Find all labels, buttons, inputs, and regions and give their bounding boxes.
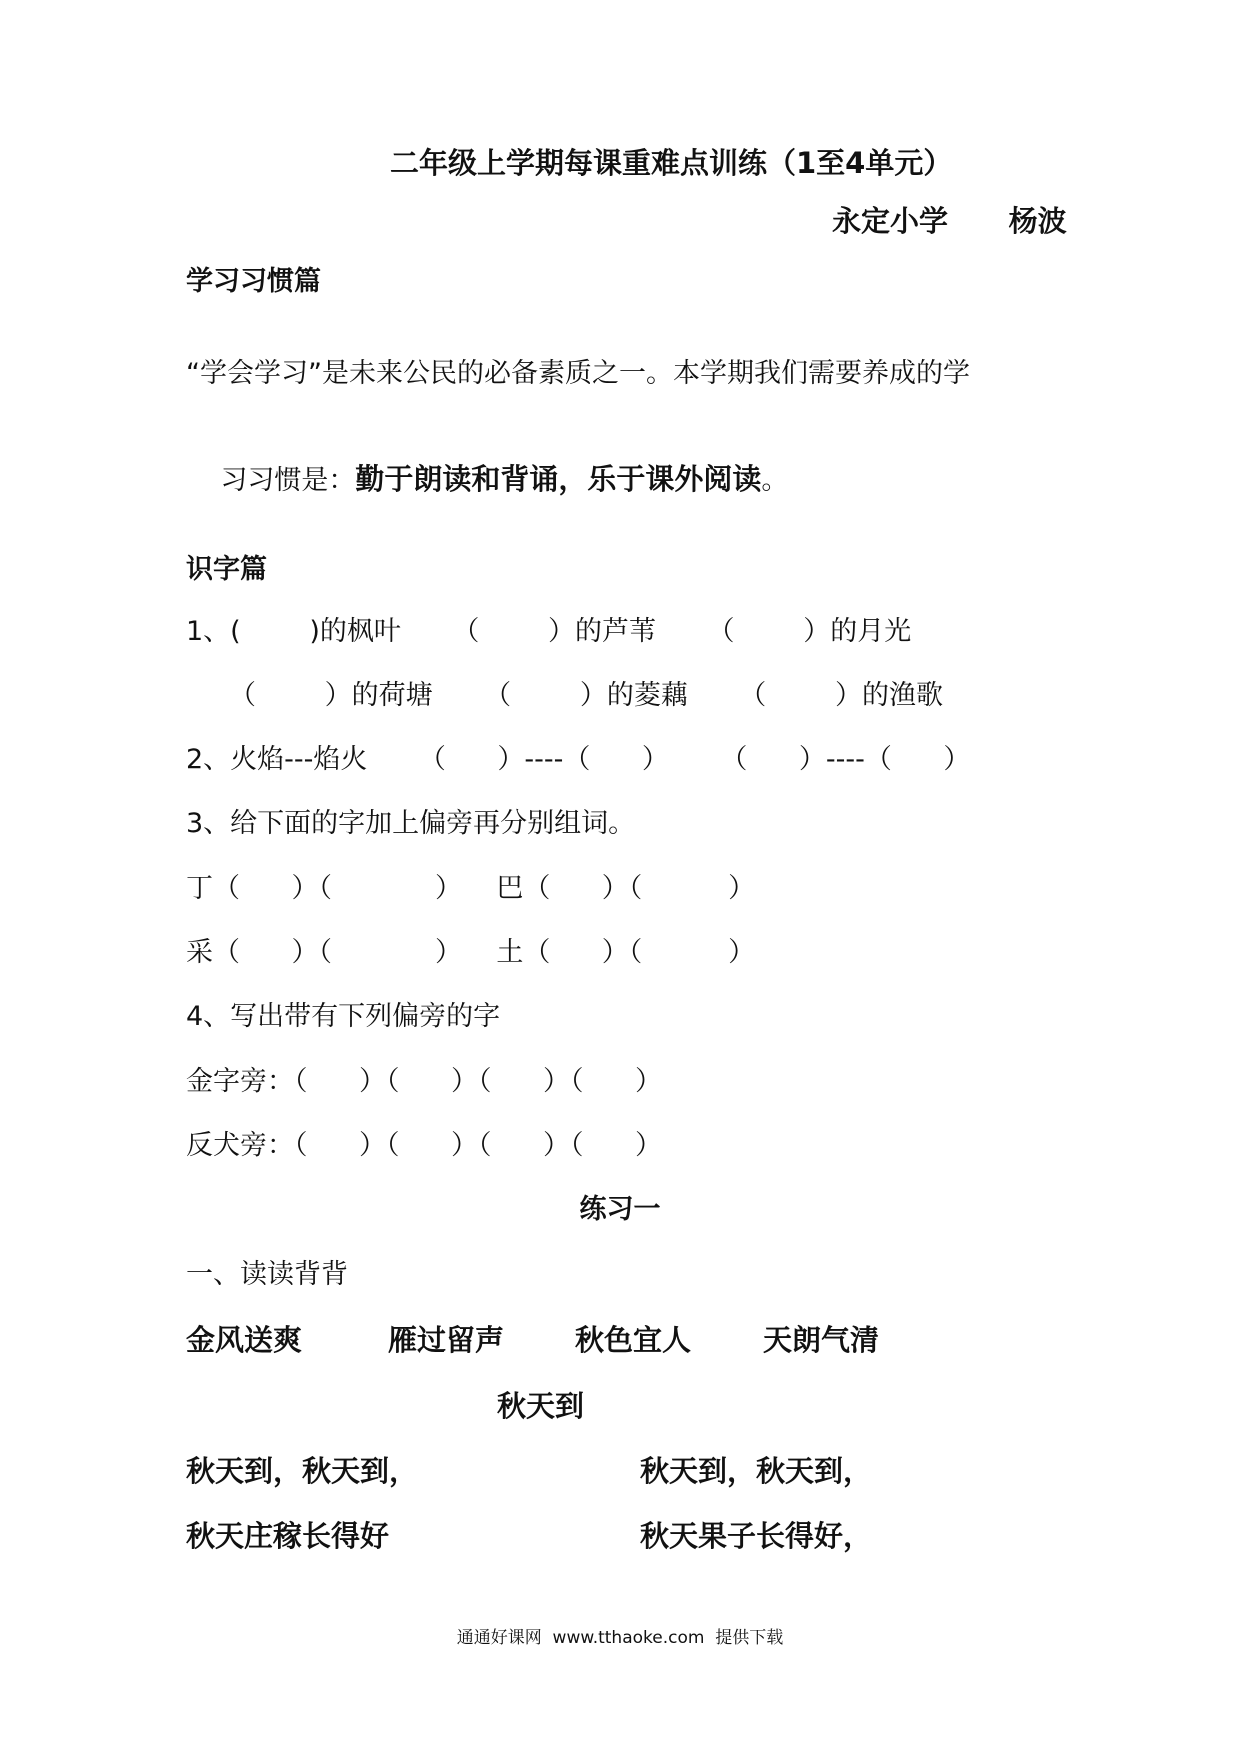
- author-line: 永定小学 杨波: [832, 204, 1067, 238]
- idiom-2: 雁过留声: [388, 1323, 505, 1357]
- question3-line1: 丁（ ）（ ） 巴（ ）（ ）: [186, 873, 756, 904]
- habits-heading: 学习习惯篇: [186, 266, 321, 297]
- question1-line2: （ ）的荷塘 （ ）的菱藕 （ ）的渔歌: [229, 680, 943, 711]
- idiom-1: 金风送爽: [186, 1323, 303, 1357]
- question4-line2: 反犬旁：（ ）（ ）（ ）（ ）: [186, 1130, 662, 1161]
- habits-paragraph-end: 。: [761, 465, 789, 496]
- practice1-section1-title: 一、读读背背: [186, 1259, 348, 1290]
- question3-line2: 采（ ）（ ） 土（ ）（ ）: [186, 937, 756, 968]
- poem-line-2-left: 秋天庄稼长得好: [186, 1519, 390, 1553]
- poem-line-1-right: 秋天到，秋天到，: [640, 1454, 873, 1488]
- page-footer: 通通好课网 www.tthaoke.com 提供下载: [456, 1628, 784, 1648]
- question3-title: 3、给下面的字加上偏旁再分别组词。: [186, 808, 636, 839]
- poem-title: 秋天到: [497, 1389, 585, 1423]
- question4-title: 4、写出带有下列偏旁的字: [186, 1001, 501, 1032]
- practice1-heading: 练习一: [579, 1194, 661, 1225]
- habits-paragraph-prefix: 习习惯是：: [220, 465, 356, 496]
- habits-key-habits: 勤于朗读和背诵，乐于课外阅读: [355, 462, 762, 496]
- idiom-3: 秋色宜人: [575, 1323, 692, 1357]
- habits-paragraph-line2: [186, 419, 788, 541]
- poem-line-1-left: 秋天到，秋天到，: [186, 1454, 419, 1488]
- literacy-heading: 识字篇: [186, 554, 267, 585]
- question2-line: 2、火焰---焰火 （ ）----（ ） （ ）----（ ）: [186, 744, 971, 775]
- document-title: 二年级上学期每课重难点训练（1至4单元）: [390, 146, 953, 180]
- idiom-4: 天朗气清: [763, 1323, 880, 1357]
- question1-line1: 1、( )的枫叶 （ ）的芦苇 （ ）的月光: [186, 616, 912, 647]
- question4-line1: 金字旁：（ ）（ ）（ ）（ ）: [186, 1066, 662, 1097]
- poem-line-2-right: 秋天果子长得好，: [640, 1519, 873, 1553]
- habits-paragraph-line1: “学会学习”是未来公民的必备素质之一。本学期我们需要养成的学: [186, 358, 970, 389]
